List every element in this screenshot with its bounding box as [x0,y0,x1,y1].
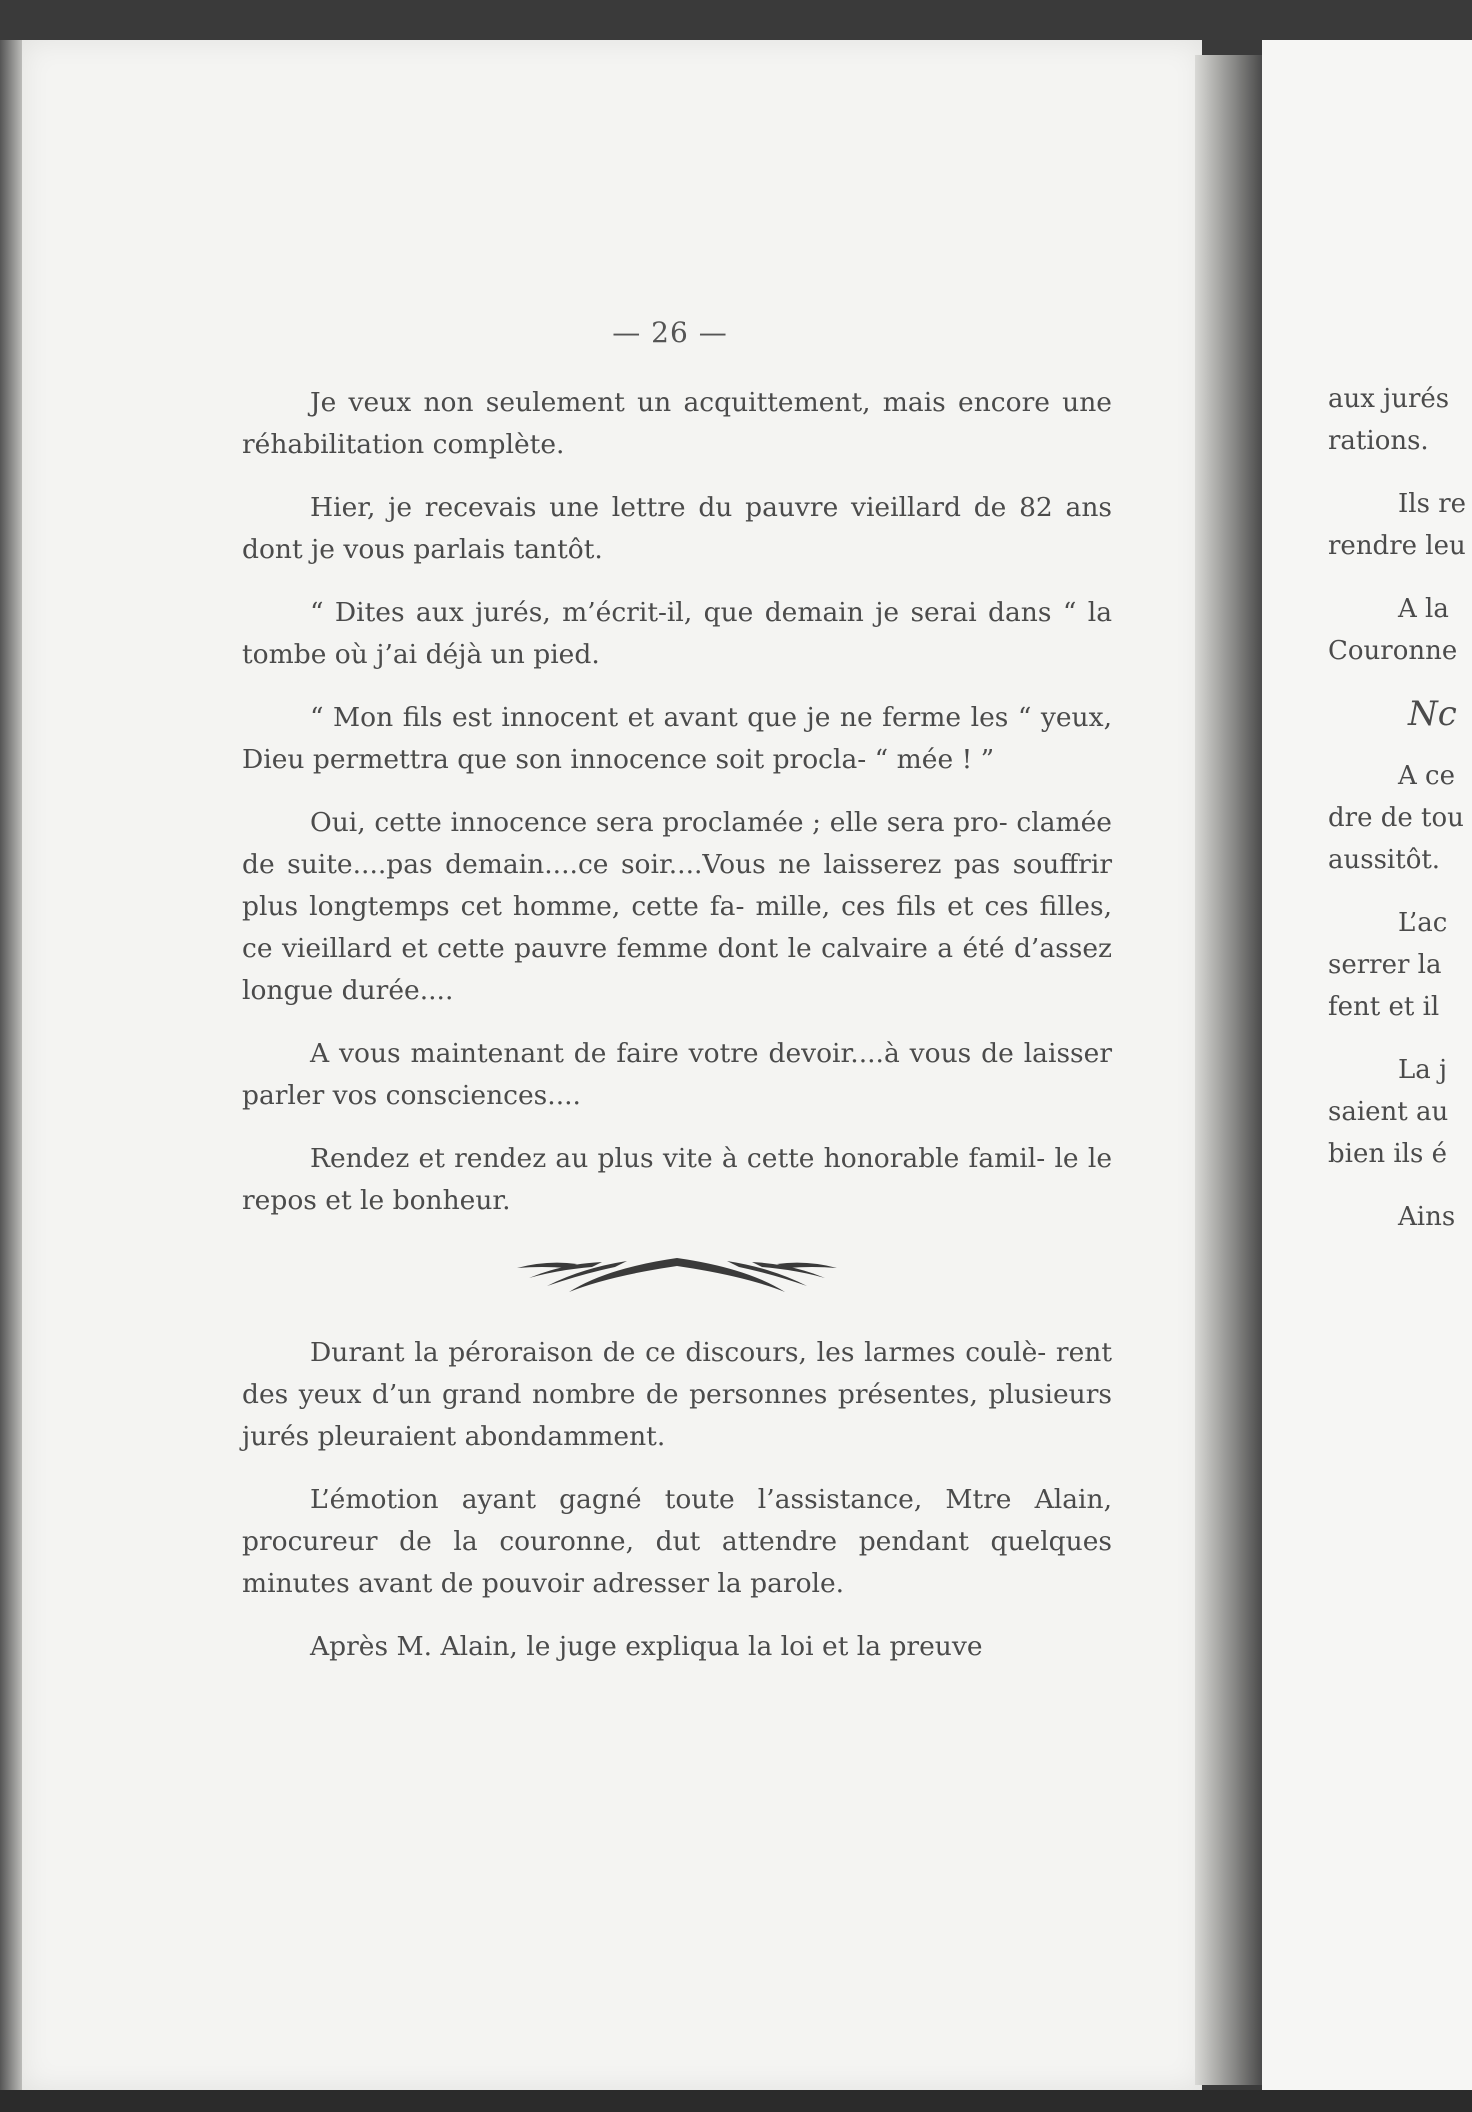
quote-paragraph: “ Dites aux jurés, m’écrit-il, que demain je serai dans “ la tombe où j’ai déjà un pied. [242,597,1112,670]
right-page-heading-fragment: Nc [1408,694,1457,734]
book-bottom-edge [0,2090,1472,2112]
right-page-line: serrer la [1328,950,1442,980]
right-page-line: Couronne [1328,636,1458,666]
right-page-line: Ils re [1398,489,1467,519]
right-page-line: dre de tou [1328,803,1464,833]
quote-paragraph: “ Mon fils est innocent et avant que je ne ferme les “ yeux, Dieu permettra que son innocence soit procla- “ mée ! ” [242,702,1112,775]
paragraph: Durant la péroraison de ce discours, les larmes coulè- rent des yeux d’un grand nombre de personnes présentes, plusieurs jurés pleuraient abondamment. [242,1337,1112,1452]
right-page-body [1328,378,1472,1259]
right-page-line: rations. [1328,426,1429,456]
paragraph: Je veux non seulement un acquittement, mais encore une réhabilitation complète. [242,387,1112,460]
paragraph: Rendez et rendez au plus vite à cette honorable famil- le le repos et le bonheur. [242,1143,1112,1216]
right-page-line: rendre leu [1328,531,1466,561]
left-page-body [242,382,1112,1689]
paragraph: Hier, je recevais une lettre du pauvre vieillard de 82 ans dont je vous parlais tantôt. [242,492,1112,565]
paragraph: Oui, cette innocence sera proclamée ; elle sera pro- clamée de suite....pas demain....ce soir....Vous ne laisserez pas souffrir plus longtemps cet homme, cette fa- mille, ces fils et ces filles, ce vieillard et cette pauvre femme dont le calvaire a été d’assez longue durée.... [242,807,1112,1006]
right-page-line: aussitôt. [1328,845,1441,875]
right-page-line: bien ils é [1328,1139,1447,1169]
paragraph: L’émotion ayant gagné toute l’assistance, Mtre Alain, procureur de la couronne, dut attendre pendant quelques minutes avant de pouvoir adresser la parole. [242,1484,1112,1599]
right-page-line: aux jurés [1328,384,1450,414]
right-page-line: Ains [1398,1202,1456,1232]
right-page-line: A la [1398,594,1449,624]
right-page-line: A ce [1398,761,1455,791]
paragraph: Après M. Alain, le juge expliqua la loi et la preuve [310,1631,983,1662]
right-page-line: saient au [1328,1097,1449,1127]
decorative-divider-icon [507,1246,847,1296]
paragraph: A vous maintenant de faire votre devoir....à vous de laisser parler vos consciences.... [242,1038,1112,1111]
page-number: — 26 — [612,316,728,349]
right-page-line: La j [1398,1055,1448,1085]
right-page-line: L’ac [1398,908,1448,938]
book-gutter [1195,55,1265,2085]
right-page-line: fent et il [1328,992,1440,1022]
